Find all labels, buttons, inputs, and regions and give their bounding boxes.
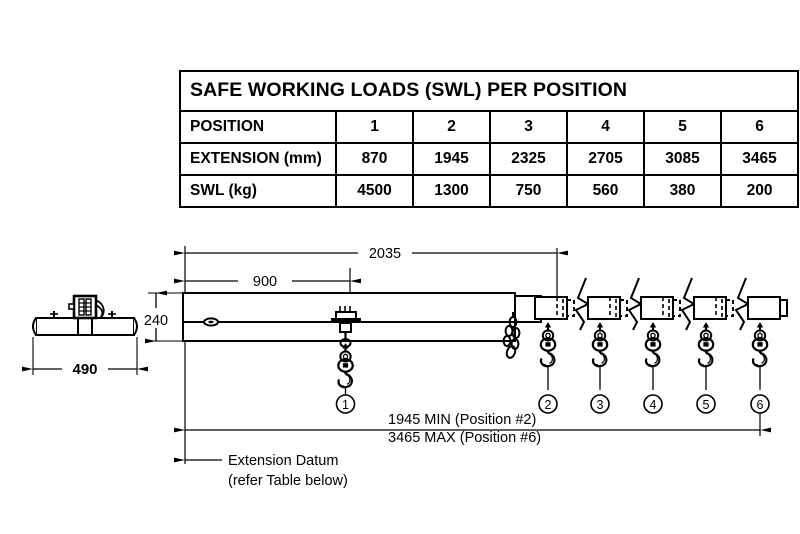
dimension-min-max: [185, 412, 760, 446]
position-markers: [337, 395, 770, 413]
dim-2035-label: 2035: [368, 246, 402, 262]
base-plate-view: [33, 296, 137, 378]
table-title: SAFE WORKING LOADS (SWL) PER POSITION: [180, 71, 798, 111]
position-marker-6-label: 6: [756, 398, 764, 412]
cell-position-1: 1: [336, 111, 413, 143]
position-5-assembly: [682, 278, 733, 390]
dim-240-label: 240: [143, 313, 169, 329]
position-6-assembly: [736, 278, 787, 390]
cell-swl-2: 1300: [413, 175, 490, 207]
position-marker-4: [644, 395, 662, 413]
dimension-2035: [185, 246, 557, 262]
dim-900-label: 900: [252, 274, 278, 290]
position-2-assembly: [541, 322, 555, 390]
position-marker-2: [539, 395, 557, 413]
cell-position-3: 3: [490, 111, 567, 143]
position-marker-5-label: 5: [702, 398, 710, 412]
extension-positions: [541, 278, 787, 390]
position-marker-3: [591, 395, 609, 413]
dimension-900: [185, 274, 350, 290]
extension-datum-note: [185, 453, 348, 489]
cell-position-4: 4: [567, 111, 644, 143]
datum-note-line-2: (refer Table below): [228, 473, 348, 489]
position-marker-2-label: 2: [544, 398, 552, 412]
position-marker-3-label: 3: [596, 398, 604, 412]
position-marker-6: [751, 395, 769, 413]
dim-max-extension-label: 3465 MAX (Position #6): [388, 430, 542, 446]
cell-extension-6: 3465: [721, 143, 798, 175]
cell-swl-4: 560: [567, 175, 644, 207]
cell-swl-5: 380: [644, 175, 721, 207]
position-3-assembly: [576, 278, 627, 390]
dim-min-extension-label: 1945 MIN (Position #2): [388, 412, 537, 428]
dim-base-width-490: 490: [72, 361, 98, 378]
row-label-position: POSITION: [180, 111, 336, 143]
cell-extension-4: 2705: [567, 143, 644, 175]
cell-extension-5: 3085: [644, 143, 721, 175]
cell-position-5: 5: [644, 111, 721, 143]
datum-note-line-1: Extension Datum: [228, 453, 339, 469]
cell-swl-3: 750: [490, 175, 567, 207]
dimension-240: [144, 293, 168, 341]
position-marker-1: [337, 395, 355, 413]
position-marker-1-label: 1: [342, 398, 349, 412]
position-marker-4-label: 4: [649, 398, 657, 412]
row-label-swl: SWL (kg): [180, 175, 336, 207]
cell-position-2: 2: [413, 111, 490, 143]
cell-extension-2: 1945: [413, 143, 490, 175]
position-4-assembly: [629, 278, 680, 390]
cell-swl-1: 4500: [336, 175, 413, 207]
position-marker-5: [697, 395, 715, 413]
cell-position-6: 6: [721, 111, 798, 143]
row-label-extension: EXTENSION (mm): [180, 143, 336, 175]
trolley-position-1: [331, 306, 361, 396]
cell-extension-1: 870: [336, 143, 413, 175]
cell-swl-6: 200: [721, 175, 798, 207]
cell-extension-3: 2325: [490, 143, 567, 175]
